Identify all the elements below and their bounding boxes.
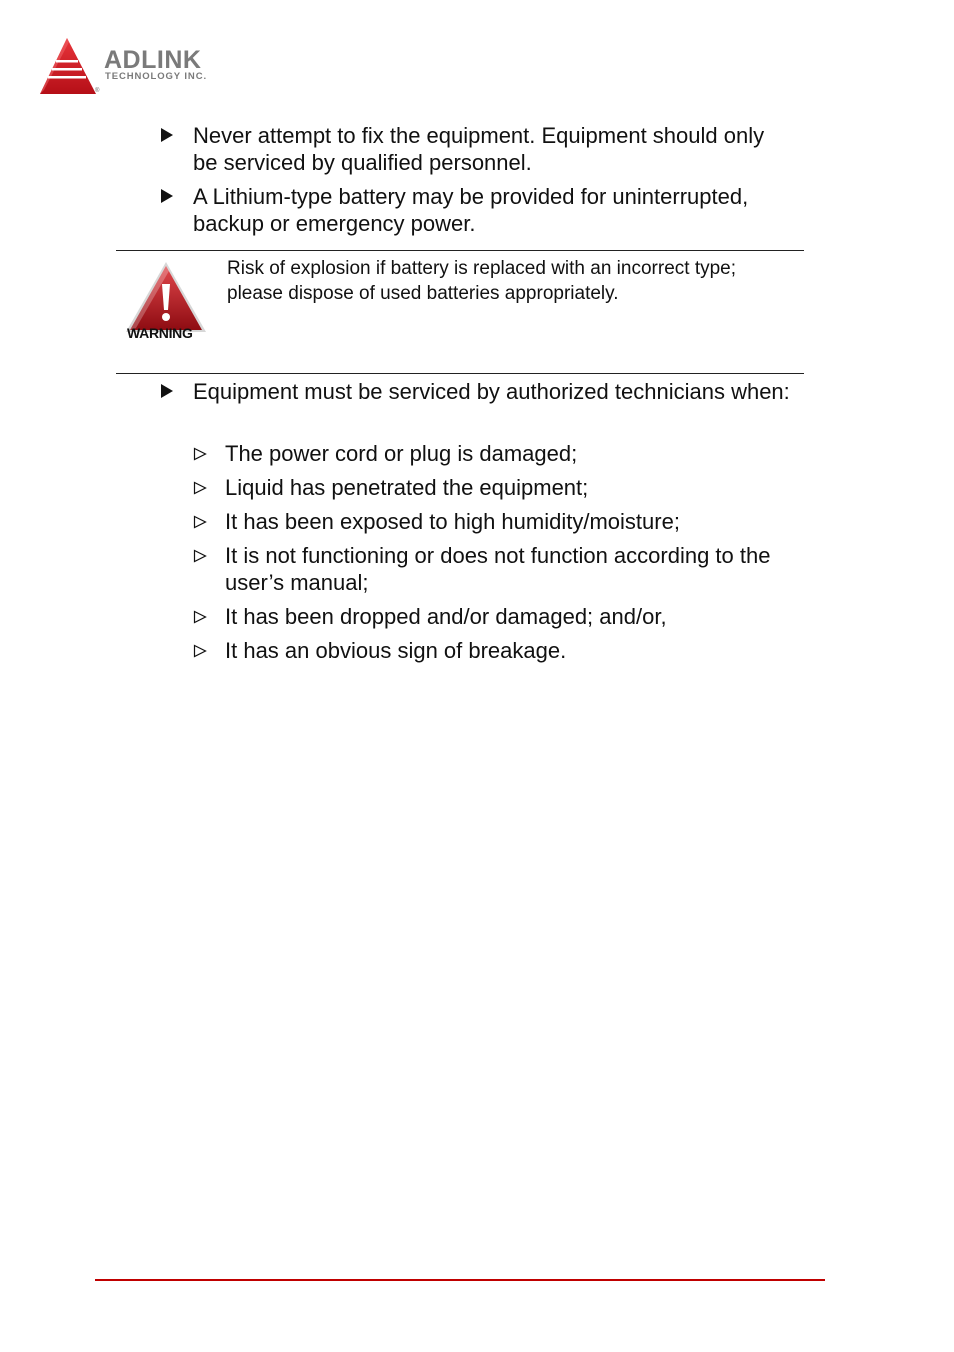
triangle-bullet-icon [161, 189, 173, 203]
list-item-text: Equipment must be serviced by authorized technicians when: [193, 379, 790, 404]
outline-triangle-bullet-icon [193, 610, 207, 624]
sub-list-item [193, 474, 793, 502]
sub-list-item [193, 508, 793, 536]
adlink-triangle-icon [38, 36, 102, 98]
sub-list-item [193, 542, 793, 598]
sub-list-item-text: It has an obvious sign of breakage. [225, 638, 567, 663]
list-item [161, 122, 791, 178]
list-item [161, 378, 791, 434]
sub-list-item [193, 440, 793, 468]
list-item [161, 183, 791, 239]
sub-list-item-text: It has been dropped and/or damaged; and/or, [225, 604, 667, 629]
list-item-text: Never attempt to fix the equipment. Equipment should only be serviced by qualified personnel. [193, 123, 765, 175]
logo-name: ADLINK [104, 46, 202, 74]
logo-subtitle: TECHNOLOGY INC. [105, 71, 207, 82]
sub-list-item-text: It has been exposed to high humidity/moisture; [225, 509, 680, 534]
sub-list-item-text: Liquid has penetrated the equipment; [225, 475, 589, 500]
outline-triangle-bullet-icon [193, 481, 207, 495]
triangle-bullet-icon [161, 384, 173, 398]
logo-registered-mark: ® [95, 88, 100, 94]
outline-triangle-bullet-icon [193, 644, 207, 658]
footer-rule [95, 1279, 825, 1281]
warning-top-rule [116, 250, 804, 251]
sub-list-item [193, 637, 793, 665]
outline-triangle-bullet-icon [193, 447, 207, 461]
warning-bottom-rule [116, 373, 804, 374]
sub-list-item-text: The power cord or plug is damaged; [225, 441, 578, 466]
sub-list-item [193, 603, 793, 631]
list-item-text: A Lithium-type battery may be provided for uninterrupted, backup or emergency power. [193, 184, 749, 236]
sub-list-item-text: It is not functioning or does not function according to the user’s manual; [225, 543, 771, 595]
warning-text: Risk of explosion if battery is replaced with an incorrect type; please dispose of used batteries appropriately. [227, 258, 737, 304]
outline-triangle-bullet-icon [193, 549, 207, 563]
outline-triangle-bullet-icon [193, 515, 207, 529]
warning-label: WARNING [127, 325, 193, 341]
adlink-logo [38, 36, 238, 100]
triangle-bullet-icon [161, 128, 173, 142]
